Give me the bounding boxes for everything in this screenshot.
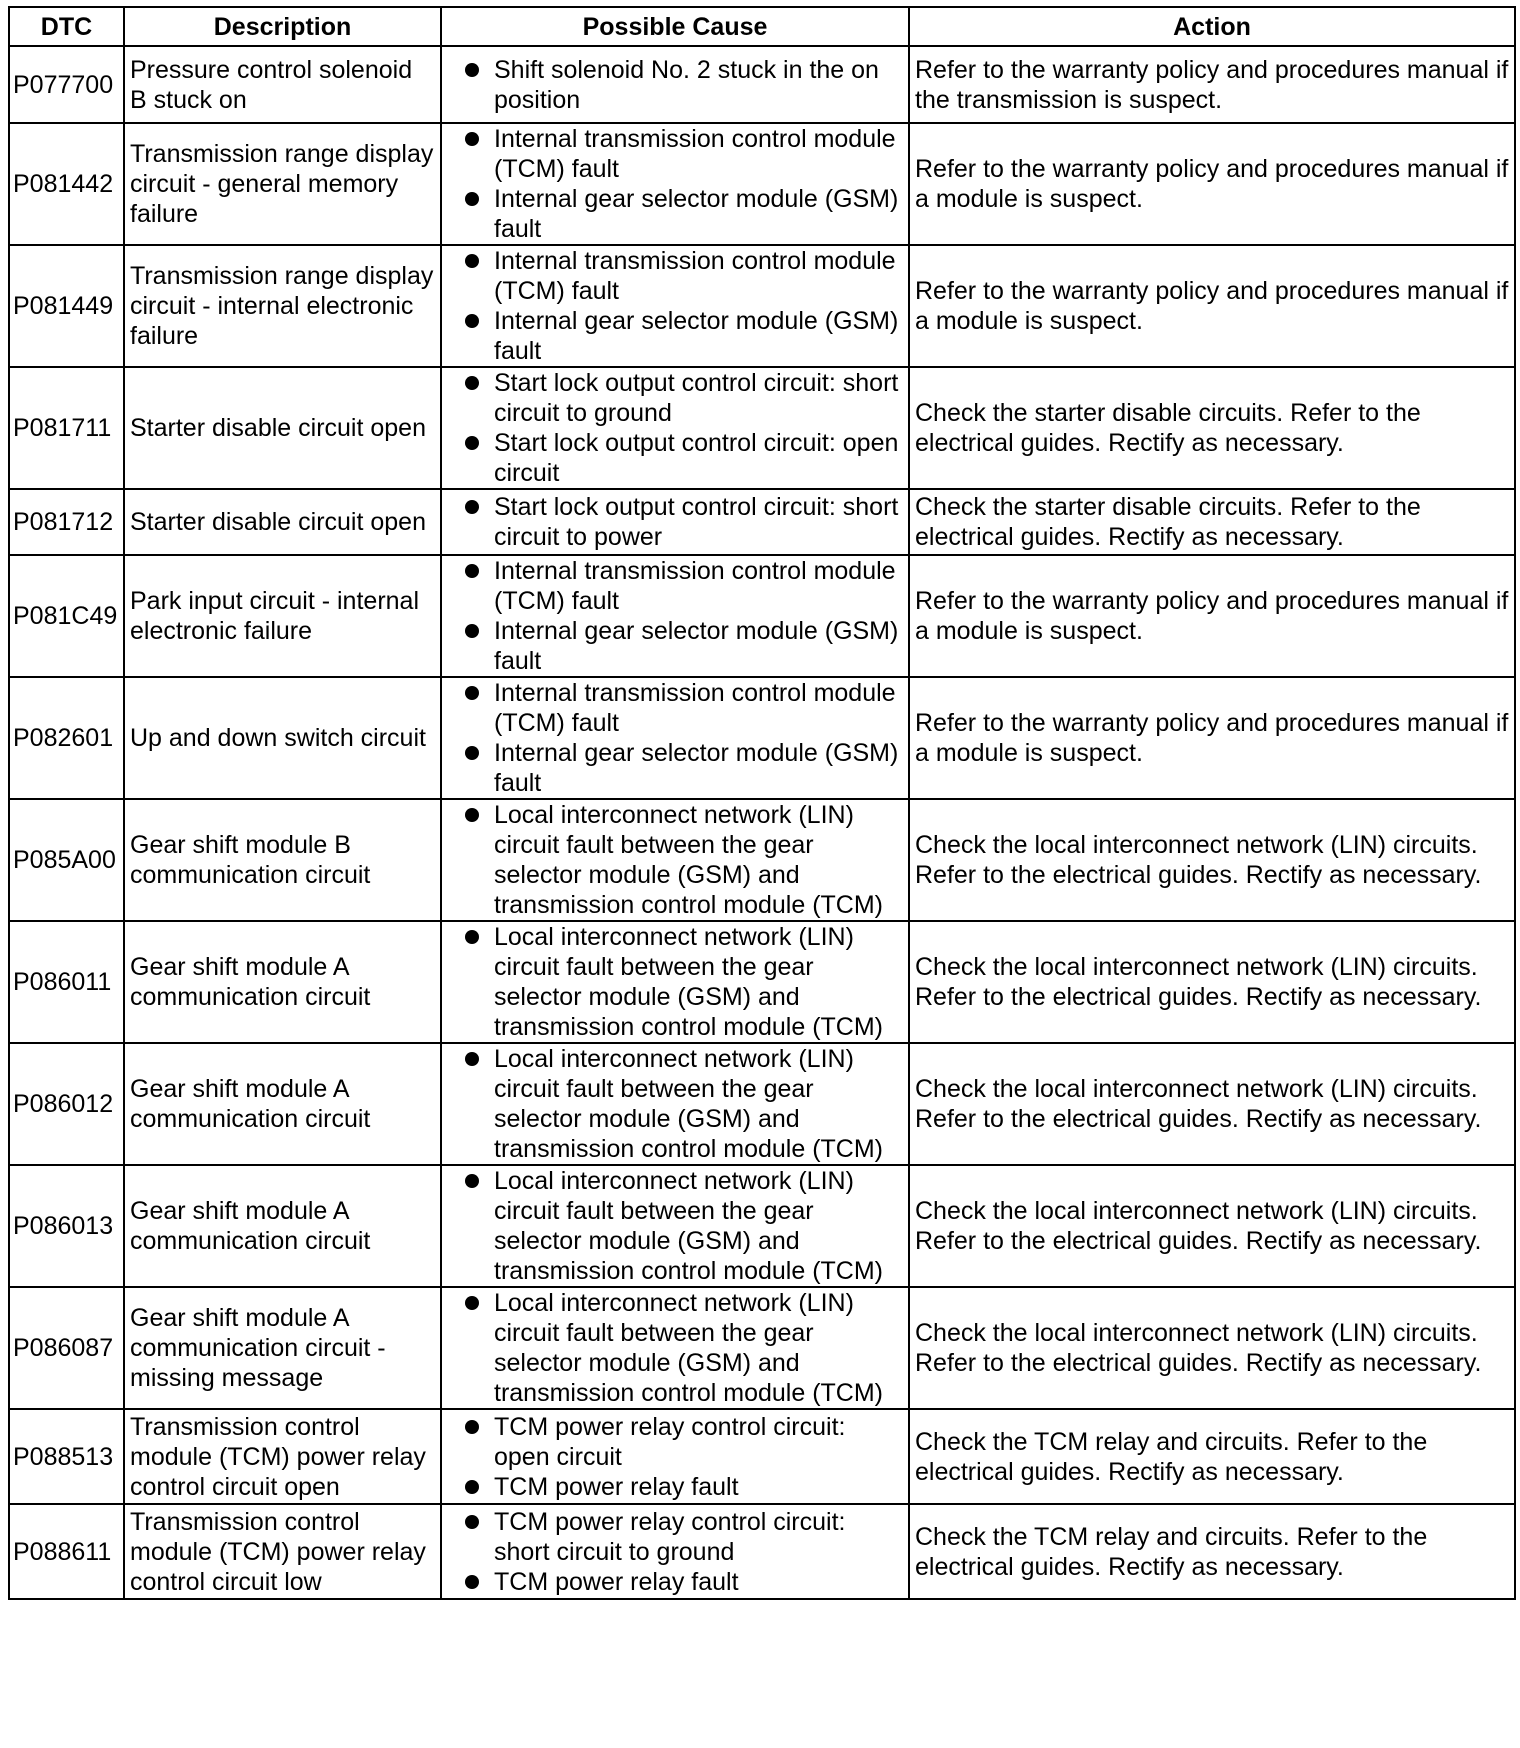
bullet-icon [465, 930, 479, 944]
cause-text: Start lock output control circuit: short circuit to ground [494, 369, 899, 427]
bullet-icon [465, 1296, 479, 1310]
cause-text: TCM power relay fault [494, 1472, 739, 1501]
possible-cause-cell [441, 489, 909, 555]
dtc-code: P081442 [9, 123, 124, 245]
action-text: Refer to the warranty policy and procedures manual if a module is suspect. [909, 555, 1515, 677]
possible-cause-cell [441, 1287, 909, 1409]
cause-item [447, 738, 903, 798]
possible-cause-cell [441, 46, 909, 123]
cause-item [447, 922, 903, 1042]
dtc-description: Gear shift module A communication circuit [124, 921, 441, 1043]
cause-item [447, 1044, 903, 1164]
cause-list [447, 368, 903, 488]
action-text: Check the local interconnect network (LIN) circuits. Refer to the electrical guides. Rectify as necessary. [909, 1043, 1515, 1165]
action-text: Check the local interconnect network (LIN) circuits. Refer to the electrical guides. Rectify as necessary. [909, 1287, 1515, 1409]
dtc-description: Park input circuit - internal electronic failure [124, 555, 441, 677]
cause-item [447, 306, 903, 366]
cause-item [447, 184, 903, 244]
cause-text: TCM power relay fault [494, 1567, 739, 1596]
action-text: Check the local interconnect network (LIN) circuits. Refer to the electrical guides. Rectify as necessary. [909, 1165, 1515, 1287]
cause-text: Internal transmission control module (TCM) fault [494, 557, 896, 615]
dtc-table [8, 6, 1516, 1600]
header-possible-cause: Possible Cause [441, 7, 909, 46]
cause-item [447, 616, 903, 676]
table-row [9, 1409, 1515, 1504]
cause-list [447, 800, 903, 920]
dtc-code: P082601 [9, 677, 124, 799]
header-action: Action [909, 7, 1515, 46]
cause-text: Internal gear selector module (GSM) fault [494, 307, 899, 365]
bullet-icon [465, 376, 479, 390]
bullet-icon [465, 254, 479, 268]
table-row [9, 555, 1515, 677]
table-header-row [9, 7, 1515, 46]
cause-list [447, 1288, 903, 1408]
bullet-icon [465, 1575, 479, 1589]
cause-item [447, 246, 903, 306]
dtc-description: Starter disable circuit open [124, 489, 441, 555]
dtc-description: Transmission control module (TCM) power relay control circuit open [124, 1409, 441, 1504]
cause-item [447, 492, 903, 552]
cause-list [447, 556, 903, 676]
table-row [9, 921, 1515, 1043]
action-text: Refer to the warranty policy and procedures manual if a module is suspect. [909, 245, 1515, 367]
action-text: Check the TCM relay and circuits. Refer to the electrical guides. Rectify as necessary. [909, 1504, 1515, 1599]
dtc-code: P088611 [9, 1504, 124, 1599]
action-text: Check the TCM relay and circuits. Refer to the electrical guides. Rectify as necessary. [909, 1409, 1515, 1504]
possible-cause-cell [441, 677, 909, 799]
bullet-icon [465, 192, 479, 206]
bullet-icon [465, 63, 479, 77]
cause-text: Local interconnect network (LIN) circuit fault between the gear selector module (GSM) and transmission control module (TCM) [494, 1167, 883, 1285]
cause-text: Shift solenoid No. 2 stuck in the on position [494, 55, 879, 114]
cause-text: Internal transmission control module (TCM) fault [494, 125, 896, 183]
cause-item [447, 55, 903, 115]
cause-list [447, 1412, 903, 1502]
table-row [9, 799, 1515, 921]
cause-text: Internal transmission control module (TCM) fault [494, 679, 896, 737]
cause-list [447, 246, 903, 366]
header-description: Description [124, 7, 441, 46]
action-text: Refer to the warranty policy and procedures manual if the transmission is suspect. [909, 46, 1515, 123]
bullet-icon [465, 686, 479, 700]
table-row [9, 1165, 1515, 1287]
bullet-icon [465, 500, 479, 514]
possible-cause-cell [441, 799, 909, 921]
possible-cause-cell [441, 1504, 909, 1599]
cause-list [447, 1166, 903, 1286]
dtc-description: Pressure control solenoid B stuck on [124, 46, 441, 123]
cause-item [447, 678, 903, 738]
bullet-icon [465, 808, 479, 822]
cause-item [447, 1507, 903, 1567]
dtc-description: Transmission range display circuit - internal electronic failure [124, 245, 441, 367]
table-row [9, 677, 1515, 799]
dtc-code: P081712 [9, 489, 124, 555]
cause-item [447, 428, 903, 488]
dtc-code: P077700 [9, 46, 124, 123]
cause-text: Internal transmission control module (TCM) fault [494, 247, 896, 305]
dtc-description: Up and down switch circuit [124, 677, 441, 799]
bullet-icon [465, 132, 479, 146]
cause-item [447, 1412, 903, 1472]
action-text: Refer to the warranty policy and procedures manual if a module is suspect. [909, 123, 1515, 245]
cause-item [447, 1288, 903, 1408]
cause-text: Local interconnect network (LIN) circuit fault between the gear selector module (GSM) and transmission control module (TCM) [494, 1045, 883, 1163]
bullet-icon [465, 314, 479, 328]
possible-cause-cell [441, 1409, 909, 1504]
dtc-description: Gear shift module A communication circuit [124, 1165, 441, 1287]
dtc-code: P086013 [9, 1165, 124, 1287]
action-text: Check the local interconnect network (LIN) circuits. Refer to the electrical guides. Rectify as necessary. [909, 799, 1515, 921]
possible-cause-cell [441, 123, 909, 245]
cause-text: Local interconnect network (LIN) circuit fault between the gear selector module (GSM) and transmission control module (TCM) [494, 801, 883, 919]
dtc-code: P086011 [9, 921, 124, 1043]
cause-list [447, 1044, 903, 1164]
possible-cause-cell [441, 555, 909, 677]
bullet-icon [465, 1480, 479, 1494]
dtc-code: P086087 [9, 1287, 124, 1409]
dtc-code: P088513 [9, 1409, 124, 1504]
cause-list [447, 1507, 903, 1597]
bullet-icon [465, 1174, 479, 1188]
cause-text: Internal gear selector module (GSM) fault [494, 739, 899, 797]
table-row [9, 367, 1515, 489]
dtc-code: P081449 [9, 245, 124, 367]
cause-item [447, 124, 903, 184]
header-dtc: DTC [9, 7, 124, 46]
cause-list [447, 124, 903, 244]
cause-text: Internal gear selector module (GSM) fault [494, 185, 899, 243]
possible-cause-cell [441, 367, 909, 489]
possible-cause-cell [441, 1043, 909, 1165]
cause-list [447, 492, 903, 552]
cause-text: Internal gear selector module (GSM) fault [494, 617, 899, 675]
dtc-code: P081711 [9, 367, 124, 489]
cause-text: Start lock output control circuit: short circuit to power [494, 493, 899, 551]
cause-list [447, 678, 903, 798]
action-text: Check the starter disable circuits. Refer to the electrical guides. Rectify as necessary. [909, 489, 1515, 555]
dtc-description: Transmission control module (TCM) power relay control circuit low [124, 1504, 441, 1599]
action-text: Refer to the warranty policy and procedures manual if a module is suspect. [909, 677, 1515, 799]
table-row [9, 245, 1515, 367]
bullet-icon [465, 624, 479, 638]
bullet-icon [465, 564, 479, 578]
dtc-code: P081C49 [9, 555, 124, 677]
cause-item [447, 1166, 903, 1286]
possible-cause-cell [441, 921, 909, 1043]
cause-item [447, 1472, 903, 1502]
table-body [9, 46, 1515, 1599]
cause-text: Start lock output control circuit: open circuit [494, 429, 899, 487]
action-text: Check the starter disable circuits. Refer to the electrical guides. Rectify as necessary. [909, 367, 1515, 489]
table-row [9, 1504, 1515, 1599]
table-row [9, 1287, 1515, 1409]
action-text: Check the local interconnect network (LIN) circuits. Refer to the electrical guides. Rectify as necessary. [909, 921, 1515, 1043]
bullet-icon [465, 436, 479, 450]
dtc-code: P085A00 [9, 799, 124, 921]
dtc-description: Gear shift module A communication circuit [124, 1043, 441, 1165]
dtc-description: Gear shift module A communication circuit - missing message [124, 1287, 441, 1409]
possible-cause-cell [441, 1165, 909, 1287]
table-row [9, 123, 1515, 245]
cause-item [447, 1567, 903, 1597]
bullet-icon [465, 1515, 479, 1529]
cause-list [447, 922, 903, 1042]
cause-text: TCM power relay control circuit: short circuit to ground [494, 1507, 846, 1566]
cause-item [447, 800, 903, 920]
cause-item [447, 368, 903, 428]
bullet-icon [465, 1420, 479, 1434]
table-row [9, 1043, 1515, 1165]
cause-text: TCM power relay control circuit: open circuit [494, 1412, 846, 1471]
dtc-code: P086012 [9, 1043, 124, 1165]
dtc-description: Gear shift module B communication circuit [124, 799, 441, 921]
table-row [9, 46, 1515, 123]
possible-cause-cell [441, 245, 909, 367]
cause-text: Local interconnect network (LIN) circuit fault between the gear selector module (GSM) and transmission control module (TCM) [494, 1289, 883, 1407]
dtc-description: Transmission range display circuit - general memory failure [124, 123, 441, 245]
dtc-description: Starter disable circuit open [124, 367, 441, 489]
bullet-icon [465, 746, 479, 760]
table-row [9, 489, 1515, 555]
cause-text: Local interconnect network (LIN) circuit fault between the gear selector module (GSM) and transmission control module (TCM) [494, 923, 883, 1041]
cause-list [447, 55, 903, 115]
cause-item [447, 556, 903, 616]
bullet-icon [465, 1052, 479, 1066]
